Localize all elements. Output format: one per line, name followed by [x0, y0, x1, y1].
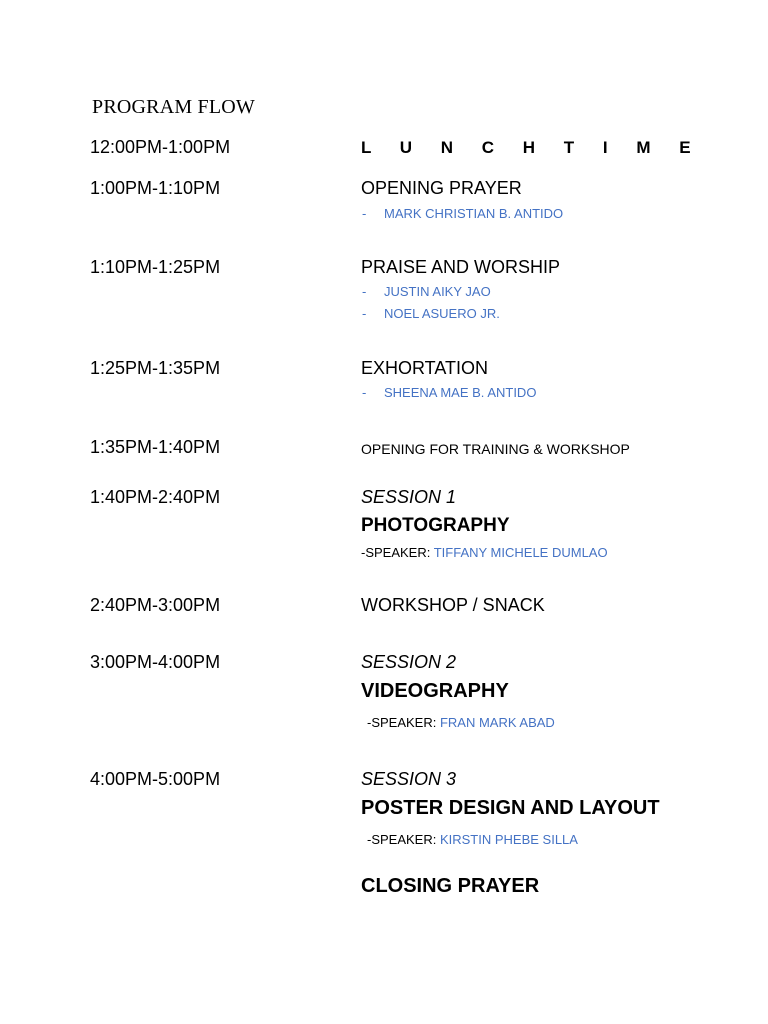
event-lunch: L U N C H T I M E	[361, 138, 703, 157]
page-title: PROGRAM FLOW	[92, 96, 255, 118]
bullet-dash: -	[362, 385, 367, 400]
session-1-label: SESSION 1	[361, 487, 457, 507]
session-2-speaker-line	[367, 715, 555, 730]
time-opening-prayer: 1:00PM-1:10PM	[90, 178, 221, 198]
event-praise: PRAISE AND WORSHIP	[361, 257, 561, 277]
event-closing-prayer: CLOSING PRAYER	[361, 875, 540, 897]
session-3-speaker: KIRSTIN PHEBE SILLA	[439, 832, 578, 847]
session-2-topic: VIDEOGRAPHY	[361, 680, 509, 702]
time-session-2: 3:00PM-4:00PM	[90, 652, 221, 672]
speaker-label: -SPEAKER:	[367, 832, 440, 847]
speaker-label: -SPEAKER:	[367, 715, 440, 730]
session-3-label: SESSION 3	[361, 769, 457, 789]
person-praise-1: JUSTIN AIKY JAO	[384, 284, 491, 299]
bullet-dash: -	[362, 284, 367, 299]
session-2-label: SESSION 2	[361, 652, 457, 672]
time-session-1: 1:40PM-2:40PM	[90, 487, 221, 507]
person-opening-prayer: MARK CHRISTIAN B. ANTIDO	[384, 206, 564, 221]
speaker-label: -SPEAKER:	[361, 545, 434, 560]
time-session-3: 4:00PM-5:00PM	[90, 769, 221, 789]
session-1-speaker: TIFFANY MICHELE DUMLAO	[433, 545, 608, 560]
time-opening-training: 1:35PM-1:40PM	[90, 437, 221, 457]
bullet-dash: -	[362, 306, 367, 321]
time-praise: 1:10PM-1:25PM	[90, 257, 221, 277]
time-workshop: 2:40PM-3:00PM	[90, 595, 221, 615]
event-opening-training: OPENING FOR TRAINING & WORKSHOP	[361, 441, 630, 457]
event-exhortation: EXHORTATION	[361, 358, 489, 378]
session-2-speaker: FRAN MARK ABAD	[439, 715, 555, 730]
bullet-dash: -	[362, 206, 367, 221]
person-exhortation: SHEENA MAE B. ANTIDO	[384, 385, 537, 400]
session-3-speaker-line	[367, 832, 578, 847]
event-workshop: WORKSHOP / SNACK	[361, 595, 545, 615]
time-lunch: 12:00PM-1:00PM	[90, 137, 231, 157]
session-1-topic: PHOTOGRAPHY	[361, 515, 510, 536]
event-opening-prayer: OPENING PRAYER	[361, 178, 522, 198]
session-1-speaker-line	[361, 545, 608, 560]
session-3-topic: POSTER DESIGN AND LAYOUT	[361, 797, 660, 819]
time-exhortation: 1:25PM-1:35PM	[90, 358, 221, 378]
person-praise-2: NOEL ASUERO JR.	[384, 306, 500, 321]
